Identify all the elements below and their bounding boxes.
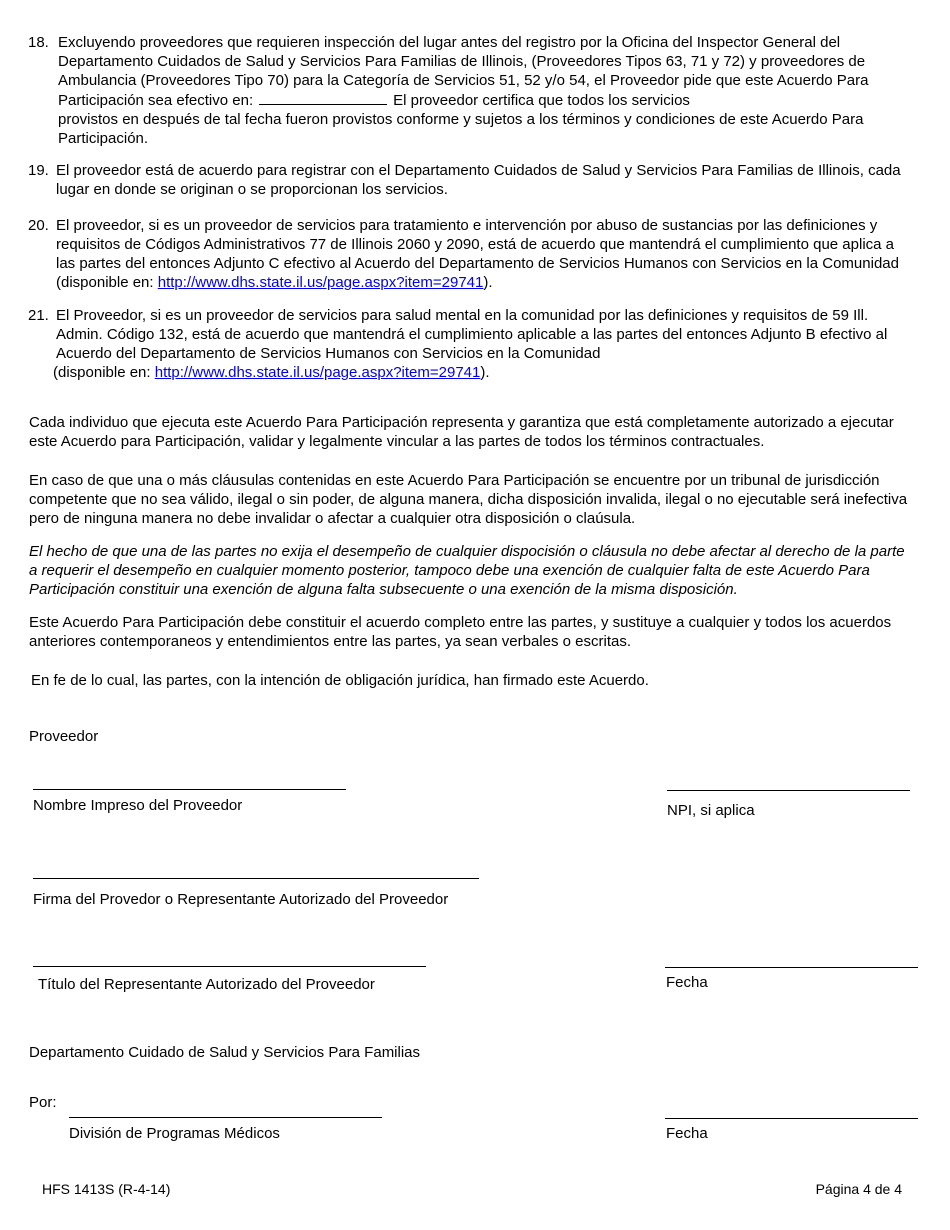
dhs-link[interactable]: http://www.dhs.state.il.us/page.aspx?item=29741	[154, 364, 481, 381]
npi-line[interactable]	[667, 790, 910, 791]
printed-name-label: Nombre Impreso del Proveedor	[33, 797, 243, 814]
item-number: 19.	[28, 162, 49, 179]
item-text: El proveedor está de acuerdo para registrar con el Departamento Cuidados de Salud y Servicios Para Familias de Illinois, cada lugar en donde se originan o se proporcionan los servicios.	[56, 162, 901, 198]
item-19	[28, 161, 913, 199]
item-tail: ).	[480, 364, 490, 381]
signature-line[interactable]	[33, 878, 479, 879]
item-18	[28, 33, 913, 148]
item-text-2: (disponible en:	[53, 364, 151, 381]
division-label: División de Programas Médicos	[69, 1125, 280, 1142]
by-label: Por:	[29, 1094, 57, 1111]
witness-paragraph: En fe de lo cual, las partes, con la intención de obligación jurídica, han firmado este Acuerdo.	[31, 672, 649, 689]
item-21	[28, 306, 913, 382]
effective-date-field[interactable]	[259, 90, 387, 105]
dhs-link[interactable]: http://www.dhs.state.il.us/page.aspx?item=29741	[157, 274, 484, 291]
item-number: 20.	[28, 217, 49, 234]
severability-paragraph: En caso de que una o más cláusulas contenidas en este Acuerdo Para Participación se encuentre por un tribunal de jurisdicción competente que no sea válido, ilegal o sin poder, de alguna manera, dicha disposición invalida, ilegal o no ejecutable será inefectiva pero de ninguna manera no debe invalidar o afectar a cualquier otra disposición o claúsula.	[29, 472, 908, 527]
item-text: El Proveedor, si es un proveedor de servicios para salud mental en la comunidad por las definiciones y requisitos de 59 Ill. Admin. Código 132, está de acuerdo que mantendrá el cumplimiento aplicable a las partes del entonces Adjunto B efectivo al Acuerdo del Departamento de Servicios Humanos con Servicios en la Comunidad	[56, 307, 888, 362]
item-number: 21.	[28, 307, 49, 324]
by-line[interactable]	[69, 1117, 382, 1118]
npi-label: NPI, si aplica	[667, 802, 755, 819]
item-text-after: El proveedor certifica que todos los servicios	[393, 92, 690, 109]
form-id: HFS 1413S (R-4-14)	[42, 1181, 171, 1197]
date-label: Fecha	[666, 974, 708, 991]
item-text: Excluyendo proveedores que requieren inspección del lugar antes del registro por la Oficina del Inspector General del Departamento Cuidados de Salud y Servicios Para Familias de Illinois, (Proveedores Tipos 63, 71 y 72) y proveedores de Ambulancia (Proveedores Tipo 70) para la Categoría de Servicios 51, 52 y/o 54, el Proveedor pide que este Acuerdo Para Participación sea efectivo en:	[58, 34, 869, 109]
page-number: Página 4 de 4	[815, 1181, 902, 1197]
item-tail: ).	[483, 274, 493, 291]
printed-name-line[interactable]	[33, 789, 346, 790]
date-line[interactable]	[665, 967, 918, 968]
signature-label: Firma del Provedor o Representante Autorizado del Proveedor	[33, 891, 449, 908]
item-text-continued: provistos en después de tal fecha fueron provistos conforme y sujetos a los términos y condiciones de este Acuerdo Para Participación.	[58, 111, 864, 147]
authorization-paragraph: Cada individuo que ejecuta este Acuerdo Para Participación representa y garantiza que está completamente autorizado a ejecutar este Acuerdo para Participación, validar y legalmente vincular a las partes de todos los términos contractuales.	[29, 414, 894, 450]
provider-heading: Proveedor	[29, 728, 99, 745]
department-heading: Departamento Cuidado de Salud y Servicios Para Familias	[29, 1044, 421, 1061]
item-text: El proveedor, si es un proveedor de servicios para tratamiento e intervención por abuso de sustancias por las definiciones y requisitos de Códigos Administrativos 77 de Illinois 2060 y 2090, está de acuerdo que mantendrá el cumplimiento que aplica a las partes del entonces Adjunto C efectivo al Acuerdo del Departamento de Servicios Humanos con Servicios en la Comunidad (disponible en:	[56, 217, 899, 291]
date-label-2: Fecha	[666, 1125, 708, 1142]
date-line-2[interactable]	[665, 1118, 918, 1119]
title-label: Título del Representante Autorizado del Proveedor	[38, 976, 375, 993]
title-line[interactable]	[33, 966, 426, 967]
entire-agreement-paragraph: Este Acuerdo Para Participación debe constituir el acuerdo completo entre las partes, y sustituye a cualquier y todos los acuerdos anteriores contemporaneos y entendimientos entre las partes, ya sean verbales o escritas.	[29, 614, 892, 650]
item-number: 18.	[28, 34, 49, 51]
waiver-paragraph: El hecho de que una de las partes no exija el desempeño de cualquier dispocisión o cláusula no debe afectar al derecho de la parte a requerir el desempeño en cualquier momento posterior, tampoco debe una exención de cualquier falta de este Acuerdo Para Participación constituir una exención de alguna falta subsecuente o una exención de la misma disposición.	[29, 543, 905, 598]
item-20	[28, 216, 913, 292]
